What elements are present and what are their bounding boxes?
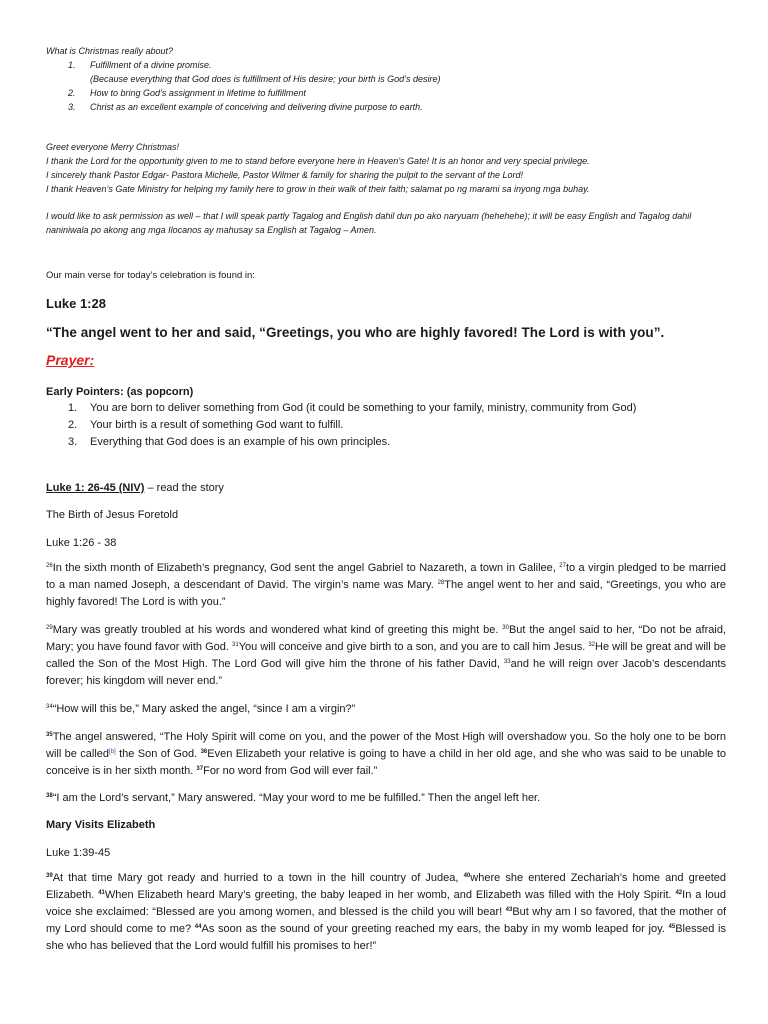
verse-text: “How will this be,” Mary asked the angel, “since I am a virgin?” [52,703,356,715]
verse-text: “I am the Lord’s servant,” Mary answered. “May your word to me be fulfilled.” Then the angel left her. [52,792,541,804]
verse-number: 29 [46,625,53,631]
verse-text: In the sixth month of Elizabeth’s pregnancy, God sent the angel Gabriel to Nazareth, a town in Galilee, [52,562,560,574]
verse-number: 26 [46,563,53,569]
verse-number: 44 [194,924,202,930]
verse-text: For no word from God will ever fail.” [203,765,378,777]
intro-item-num: 1. [68,60,76,70]
section-title: The Birth of Jesus Foretold [46,509,179,521]
footnote-link[interactable]: [b] [109,749,116,755]
intro-item: How to bring God’s assignment in lifetime to fulfillment [90,88,306,98]
permission-paragraph: I would like to ask permission as well – that I will speak partly Tagalog and English dahil dun po ako naryuam (hehehehe); it will be easy English and Tagalog dahil naniniwala po akong ang mga Ilocanos ay mahusay sa English at Tagalog – Amen. [46,211,692,235]
greeting-line: I sincerely thank Pastor Edgar- Pastora Michelle, Pastor Wilmer & family for sharing the pulpit to the servant of the Lord! [46,170,523,180]
pointer-item: Your birth is a result of something God want to fulfill. [90,419,344,431]
verse-text: In a loud voice she exclaimed: “Blessed are you among women, and blessed is the child you will bear! [46,889,726,918]
passage-paragraph [46,729,726,780]
passage-paragraph [46,701,726,718]
intro-item-num: 3. [68,102,76,112]
verse-number: 36 [200,749,208,755]
intro-item: (Because everything that God does is fulfillment of His desire; your birth is God’s desire) [90,74,441,84]
main-verse-reference: Luke 1:28 [46,296,106,311]
verse-text: The angel answered, “The Holy Spirit will come on you, and the power of the Most High will overshadow you. So the holy one to be born will be called [46,731,726,760]
passage-paragraph [46,560,726,611]
verse-number: 31 [232,642,239,648]
pointer-num: 1. [68,402,78,414]
pointer-num: 2. [68,419,78,431]
intro-item: Christ as an excellent example of conceiving and delivering divine purpose to earth. [90,102,423,112]
verse-number: 37 [196,766,204,772]
verse-text: You will conceive and give birth to a son, and you are to call him Jesus. [238,641,589,653]
pointers-title: Early Pointers: (as popcorn) [46,386,194,398]
intro-item: Fulfillment of a divine promise. [90,60,212,70]
pointer-item: Everything that God does is an example of his own principles. [90,436,391,448]
verse-number: 38 [46,793,53,799]
verse-number: 35 [46,732,53,738]
verse-text: When Elizabeth heard Mary’s greeting, the baby leaped in her womb, and Elizabeth was filled with the Holy Spirit. [104,889,676,901]
verse-text: But why am I so favored, that the mother of my Lord should come to me? [46,906,727,935]
verse-text: Mary was greatly troubled at his words and wondered what kind of greeting this might be. [52,624,503,636]
story-suffix: – read the story [144,482,224,494]
passage-paragraph [46,870,726,955]
verse-text: the Son of God. [115,748,201,760]
intro-item-num: 2. [68,88,76,98]
greeting-line: Greet everyone Merry Christmas! [46,142,180,152]
passage-paragraph [46,622,726,690]
story-reference: Luke 1: 26-45 (NIV) [46,482,145,494]
verse-number: 30 [502,625,509,631]
story-heading [46,480,224,496]
verse-text: Blessed is she who has believed that the Lord would fulfill his promises to her!” [46,923,727,952]
prayer-heading: Prayer: [46,352,95,368]
verse-number: 42 [675,890,683,896]
verse-text: where she entered Zechariah’s home and greeted Elizabeth. [46,872,726,901]
verse-text: to a virgin pledged to be married to a man named Joseph, a descendant of David. The virgin’s name was Mary. [46,562,726,591]
section-reference: Luke 1:39-45 [46,847,111,859]
verse-text: and he will reign over Jacob’s descendants forever; his kingdom will never end.” [46,658,726,687]
verse-text: At that time Mary got ready and hurried to a town in the hill country of Judea, [52,872,464,884]
verse-number: 34 [46,704,53,710]
section-reference: Luke 1:26 - 38 [46,537,117,549]
main-verse-intro: Our main verse for today’s celebration is found in: [46,270,255,281]
verse-number: 39 [46,873,53,879]
verse-number: 28 [437,580,445,586]
verse-number: 45 [668,924,676,930]
intro-question: What is Christmas really about? [46,46,174,56]
verse-number: 40 [463,873,471,879]
greeting-line: I thank Heaven’s Gate Ministry for helping my family here to grow in their walk of their faith; salamat po ng marami sa inyong mga buhay. [46,184,590,194]
greeting-line: I thank the Lord for the opportunity given to me to stand before everyone here in Heaven’s Gate! It is an honor and very special privilege. [46,156,590,166]
passage-paragraph [46,790,726,807]
section-title: Mary Visits Elizabeth [46,819,156,831]
pointer-num: 3. [68,436,78,448]
verse-number: 43 [505,907,513,913]
verse-number: 32 [588,642,596,648]
verse-text: He will be great and will be called the Son of the Most High. The Lord God will give him the throne of his father David, [46,641,726,670]
pointer-item: You are born to deliver something from God (it could be something to your family, ministry, community from God) [90,402,637,414]
verse-text: Even Elizabeth your relative is going to have a child in her old age, and she who was said to be unable to conceive is in her sixth month. [46,748,726,777]
verse-number: 27 [559,563,566,569]
main-verse-text: “The angel went to her and said, “Greetings, you who are highly favored! The Lord is with you”. [46,325,665,340]
verse-text: As soon as the sound of your greeting reached my ears, the baby in my womb leaped for joy. [201,923,669,935]
verse-number: 41 [98,890,105,896]
verse-number: 33 [503,659,511,665]
verse-text: But the angel said to her, “Do not be afraid, Mary; you have found favor with God. [46,624,726,653]
verse-text: The angel went to her and said, “Greetings, you who are highly favored! The Lord is with you.” [46,579,726,608]
